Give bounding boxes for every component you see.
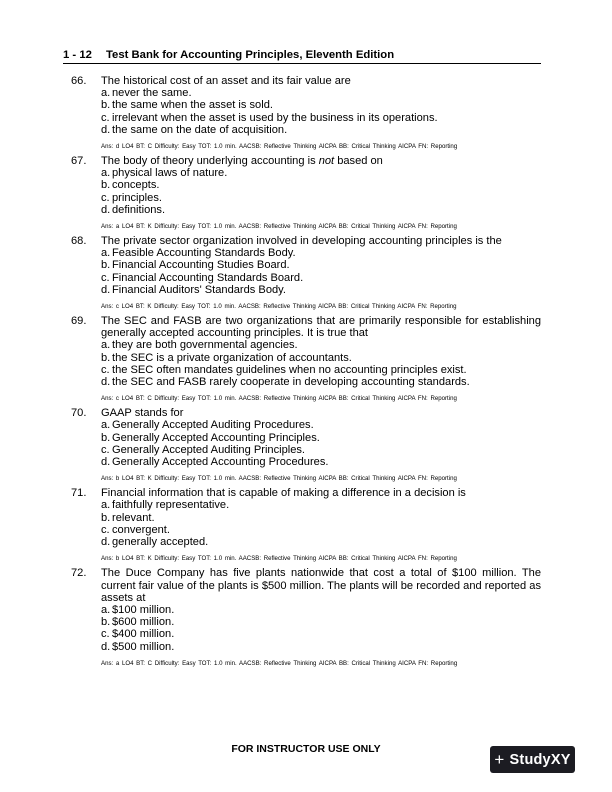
stem-text: Financial information that is capable of making a difference in a decision is [101,487,466,500]
question-item [71,75,541,151]
option-text: principles. [112,191,162,204]
answer-option [101,604,541,616]
answer-option [101,444,541,456]
answer-option [101,192,541,204]
question-stem [101,315,541,339]
footer-notice: FOR INSTRUCTOR USE ONLY [231,743,381,755]
option-letter: d. [101,640,111,653]
answer-option [101,99,541,111]
question-body [101,235,541,311]
plus-icon: + [494,749,505,769]
question-number: 67. [71,155,87,168]
question-item [71,407,541,483]
option-text: generally accepted. [112,536,209,549]
option-letter: d. [101,376,111,389]
stem-text: based on [334,155,383,168]
option-text: the same when the asset is sold. [112,99,273,112]
option-letter: a. [101,87,111,100]
stem-text: The historical cost of an asset and its fair value are [101,75,351,87]
question-body [101,407,541,483]
option-text: the SEC and FASB rarely cooperate in developing accounting standards. [112,376,470,389]
option-letter: c. [101,363,110,376]
option-text: physical laws of nature. [112,167,228,180]
option-text: never the same. [112,87,192,100]
question-metadata: Ans: b LO4 BT: K Difficulty: Easy TOT: 1.0 min. AACSB: Reflective Thinking AICPA BB: Critical Thinking AICPA FN: Reporting [101,555,457,563]
question-metadata: Ans: b LO4 BT: K Difficulty: Easy TOT: 1.0 min. AACSB: Reflective Thinking AICPA BB: Critical Thinking AICPA FN: Reporting [101,475,457,483]
option-letter: c. [101,523,110,536]
option-text: the SEC often mandates guidelines when no accounting principles exist. [112,363,467,376]
question-number: 68. [71,235,87,248]
option-text: Financial Accounting Studies Board. [112,259,290,272]
option-letter: b. [101,351,111,364]
option-text: convergent. [112,523,170,536]
option-text: they are both governmental agencies. [112,339,298,352]
question-number: 69. [71,315,87,328]
answer-option [101,641,541,653]
question-number: 70. [71,407,87,420]
option-letter: c. [101,628,110,641]
option-letter: a. [101,499,111,512]
answer-option [101,247,541,259]
option-letter: d. [101,456,111,469]
option-letter: d. [101,536,111,549]
question-metadata: Ans: a LO4 BT: K Difficulty: Easy TOT: 1.0 min. AACSB: Reflective Thinking AICPA BB: Critical Thinking AICPA FN: Reporting [101,223,457,231]
option-text: Generally Accepted Auditing Procedures. [112,419,314,432]
question-stem [101,567,541,604]
option-text: $100 million. [112,603,175,616]
option-letter: a. [101,603,111,616]
option-text: Generally Accepted Auditing Principles. [112,443,306,456]
option-text: Financial Auditors' Standards Body. [112,283,286,296]
answer-option [101,524,541,536]
question-stem [101,487,541,499]
question-metadata: Ans: c LO4 BT: C Difficulty: Easy TOT: 1.0 min. AACSB: Reflective Thinking AICPA BB: Critical Thinking AICPA FN: Reporting [101,395,457,403]
answer-option [101,167,541,179]
book-title: Test Bank for Accounting Principles, Eleventh Edition [106,49,395,61]
answer-option [101,536,541,548]
option-letter: a. [101,339,111,352]
option-letter: d. [101,123,111,136]
question-stem [101,155,541,167]
question-item [71,567,541,667]
question-metadata: Ans: a LO4 BT: C Difficulty: Easy TOT: 1.0 min. AACSB: Reflective Thinking AICPA BB: Critical Thinking AICPA FN: Reporting [101,659,458,667]
question-body [101,315,541,403]
option-text: Generally Accepted Accounting Principles. [112,431,320,444]
option-letter: c. [101,191,110,204]
page-header [63,49,541,64]
answer-option [101,124,541,136]
question-number: 66. [71,75,87,87]
question-number: 72. [71,567,87,580]
option-text: relevant. [112,511,155,524]
option-letter: b. [101,179,111,192]
answer-option [101,204,541,216]
page-number: 1 - 12 [63,49,92,61]
option-letter: a. [101,247,111,260]
answer-option [101,616,541,628]
option-text: irrelevant when the asset is used by the business in its operations. [112,111,438,124]
option-letter: a. [101,419,111,432]
stem-text: GAAP stands for [101,407,184,420]
option-text: concepts. [112,179,160,192]
stem-text: The private sector organization involved in developing accounting principles is the [101,235,502,248]
option-letter: b. [101,616,111,629]
question-item [71,487,541,563]
answer-option [101,112,541,124]
answer-option [101,352,541,364]
option-letter: b. [101,99,111,112]
question-metadata: Ans: c LO4 BT: K Difficulty: Easy TOT: 1.0 min. AACSB: Reflective Thinking AICPA BB: Critical Thinking AICPA FN: Reporting [101,303,457,311]
question-body [101,487,541,563]
answer-option [101,259,541,271]
answer-option [101,456,541,468]
answer-option [101,364,541,376]
answer-option [101,628,541,640]
question-stem [101,407,541,419]
stem-text: The SEC and FASB are two organizations that are primarily responsible for establishing generally accepted accounting principles. It is true that [101,315,541,340]
option-letter: b. [101,259,111,272]
answer-option [101,272,541,284]
option-letter: c. [101,271,110,284]
option-text: faithfully representative. [112,499,230,512]
question-body [101,155,541,231]
question-metadata: Ans: d LO4 BT: C Difficulty: Easy TOT: 1.0 min. AACSB: Reflective Thinking AICPA BB: Critical Thinking AICPA FN: Reporting [101,143,458,151]
stem-text: The body of theory underlying accounting is [101,155,319,168]
answer-option [101,87,541,99]
option-letter: d. [101,203,111,216]
option-text: Financial Accounting Standards Board. [112,271,304,284]
stem-text: The Duce Company has five plants nationwide that cost a total of $100 million. The current fair value of the plants is $500 million. The plants will be recorded and reported as assets at [101,567,541,604]
option-text: $600 million. [112,616,175,629]
option-letter: d. [101,283,111,296]
option-text: the same on the date of acquisition. [112,123,288,136]
answer-option [101,499,541,511]
option-text: $500 million. [112,640,175,653]
option-letter: b. [101,511,111,524]
logo-text: StudyXY [509,751,571,768]
stem-emphasis: not [318,155,335,168]
question-body [101,75,541,151]
answer-option [101,284,541,296]
option-text: Feasible Accounting Standards Body. [112,247,296,260]
option-letter: b. [101,431,111,444]
answer-option [101,432,541,444]
answer-option [101,179,541,191]
option-text: Generally Accepted Accounting Procedures. [112,456,329,469]
option-letter: c. [101,111,110,124]
answer-option [101,376,541,388]
question-list [71,75,541,672]
answer-option [101,339,541,351]
question-stem [101,75,541,87]
answer-option [101,419,541,431]
option-text: $400 million. [112,628,175,641]
option-text: definitions. [112,203,166,216]
question-stem [101,235,541,247]
option-text: the SEC is a private organization of accountants. [112,351,352,364]
question-number: 71. [71,487,87,500]
question-body [101,567,541,667]
question-item [71,315,541,403]
option-letter: c. [101,443,110,456]
option-letter: a. [101,167,111,180]
question-item [71,155,541,231]
answer-option [101,512,541,524]
question-item [71,235,541,311]
studyxy-logo[interactable] [490,746,575,773]
